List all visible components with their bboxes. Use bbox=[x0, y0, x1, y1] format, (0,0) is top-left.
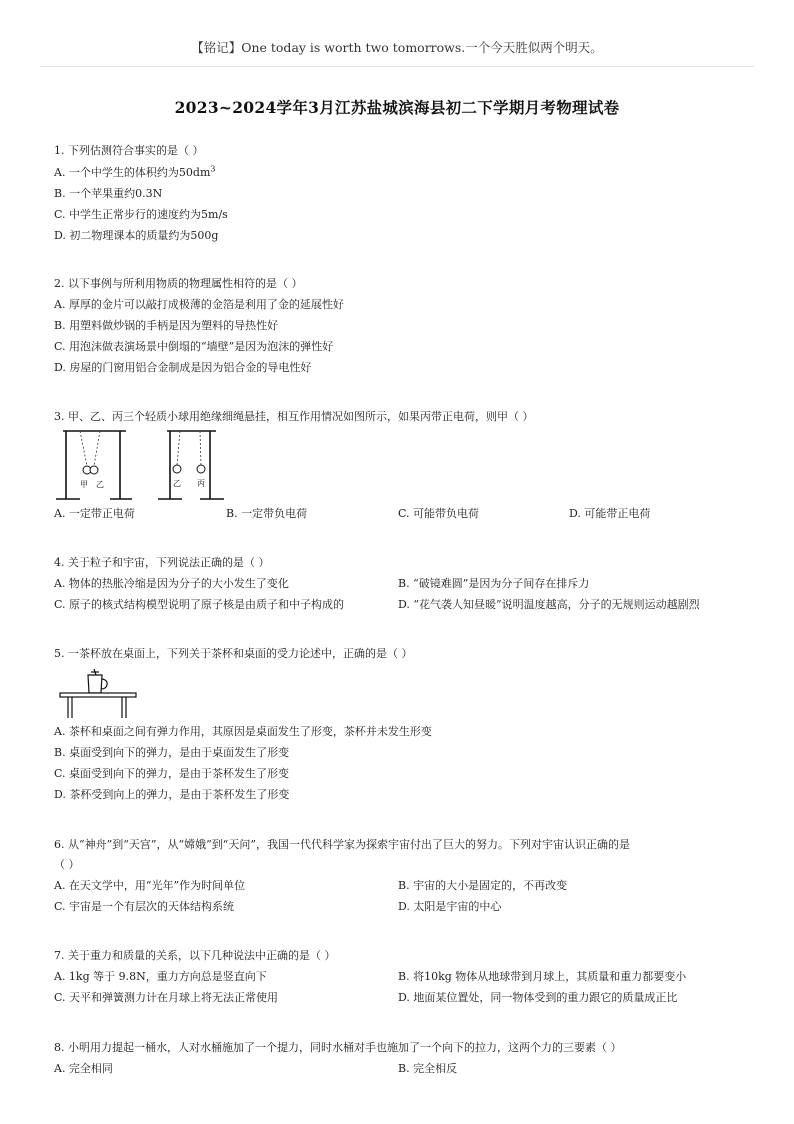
q8-stem: 8. 小明用力提起一桶水，人对水桶施加了一个提力，同时水桶对手也施加了一个向下的拉力，这两个力的三要素（ ） bbox=[54, 1041, 622, 1054]
q5-option-b: B. 桌面受到向下的弹力，是由于桌面发生了形变 bbox=[54, 746, 290, 759]
q1-option-d: D. 初二物理课本的质量约为500g bbox=[54, 229, 219, 242]
header-divider bbox=[40, 66, 754, 67]
q3-label-bing: 丙 bbox=[197, 479, 205, 488]
q3-ball-right-1 bbox=[173, 465, 181, 473]
q2-option-d: D. 房屋的门窗用铝合金制成是因为铝合金的导电性好 bbox=[54, 361, 312, 374]
q4-stem: 4. 关于粒子和宇宙，下列说法正确的是（ ） bbox=[54, 556, 270, 569]
q3-ball-right-2 bbox=[197, 465, 205, 473]
q6-stem: 6. 从“神舟”到“天宫”，从“嫦娥”到“天问”，我国一代代科学家为探索宇宙付出了巨大的努力。下列对宇宙认识正确的是 bbox=[54, 838, 630, 851]
q3-ball-left-2 bbox=[90, 466, 98, 474]
q1-stem: 1. 下列估测符合事实的是（ ） bbox=[54, 144, 204, 157]
q4-option-d: D. “花气袭人知昼暖”说明温度越高，分子的无规则运动越剧烈 bbox=[398, 598, 700, 611]
q6-stem-continued: （ ） bbox=[54, 858, 80, 871]
q3-label-yi-left: 乙 bbox=[96, 480, 104, 489]
q7-stem: 7. 关于重力和质量的关系，以下几种说法中正确的是（ ） bbox=[54, 949, 336, 962]
q7-option-b: B. 将10kg 物体从地球带到月球上，其质量和重力都要变小 bbox=[398, 970, 687, 983]
q8-option-b: B. 完全相反 bbox=[398, 1062, 458, 1075]
q6-option-c: C. 宇宙是一个有层次的天体结构系统 bbox=[54, 900, 235, 913]
q5-stem: 5. 一茶杯放在桌面上，下列关于茶杯和桌面的受力论述中，正确的是（ ） bbox=[54, 647, 413, 660]
q4-option-b: B. “破镜难圆”是因为分子间存在排斥力 bbox=[398, 577, 590, 590]
q7-option-c: C. 天平和弹簧测力计在月球上将无法正常使用 bbox=[54, 991, 279, 1004]
q2-option-b: B. 用塑料做炒锅的手柄是因为塑料的导热性好 bbox=[54, 319, 279, 332]
q3-option-d: D. 可能带正电荷 bbox=[569, 507, 651, 520]
q6-option-a: A. 在天文学中，用“光年”作为时间单位 bbox=[54, 879, 246, 892]
q1-option-c: C. 中学生正常步行的速度约为5m/s bbox=[54, 208, 228, 221]
q6-option-b: B. 宇宙的大小是固定的，不再改变 bbox=[398, 879, 568, 892]
q4-option-c: C. 原子的核式结构模型说明了原子核是由质子和中子构成的 bbox=[54, 598, 345, 611]
q4-option-a: A. 物体的热胀冷缩是因为分子的大小发生了变化 bbox=[54, 577, 289, 590]
q7-option-d: D. 地面某位置处，同一物体受到的重力跟它的质量成正比 bbox=[398, 991, 678, 1004]
q3-option-c: C. 可能带负电荷 bbox=[398, 507, 480, 520]
q5-cup bbox=[88, 675, 102, 693]
q1-option-a-sup: 3 bbox=[210, 164, 216, 174]
q2-option-c: C. 用泡沫做表演场景中倒塌的“墙壁”是因为泡沫的弹性好 bbox=[54, 340, 334, 353]
q1-option-a bbox=[54, 166, 216, 180]
q7-option-a: A. 1kg 等于 9.8N，重力方向总是竖直向下 bbox=[54, 970, 267, 983]
q3-label-yi-right: 乙 bbox=[173, 479, 181, 488]
q5-option-d: D. 茶杯受到向上的弹力，是由于茶杯发生了形变 bbox=[54, 788, 290, 801]
q8-option-a: A. 完全相同 bbox=[54, 1062, 113, 1075]
q6-option-d: D. 太阳是宇宙的中心 bbox=[398, 900, 502, 913]
page-motto: 【铭记】One today is worth two tomorrows.一个今天胜似两个明天。 bbox=[191, 40, 603, 55]
q3-option-a: A. 一定带正电荷 bbox=[54, 507, 135, 520]
q3-stem: 3. 甲、乙、丙三个轻质小球用绝缘细绳悬挂，相互作用情况如图所示，如果丙带正电荷，则甲（ ） bbox=[54, 410, 534, 423]
q5-cup-on-table-figure bbox=[58, 664, 140, 720]
q1-option-a-text: A. 一个中学生的体积约为50dm bbox=[54, 166, 211, 179]
exam-title: 2023~2024学年3月江苏盐城滨海县初二下学期月考物理试卷 bbox=[174, 98, 620, 117]
q3-label-jia: 甲 bbox=[80, 480, 88, 489]
q3-hanging-balls-figure bbox=[52, 427, 242, 505]
q2-option-a: A. 厚厚的金片可以敲打成极薄的金箔是利用了金的延展性好 bbox=[54, 298, 344, 311]
q3-option-b: B. 一定带负电荷 bbox=[226, 507, 308, 520]
q1-option-b: B. 一个苹果重约0.3N bbox=[54, 187, 163, 200]
q5-option-c: C. 桌面受到向下的弹力，是由于茶杯发生了形变 bbox=[54, 767, 290, 780]
q5-table-top bbox=[60, 693, 136, 697]
q2-stem: 2. 以下事例与所利用物质的物理属性相符的是（ ） bbox=[54, 277, 303, 290]
q5-option-a: A. 茶杯和桌面之间有弹力作用，其原因是桌面发生了形变，茶杯并未发生形变 bbox=[54, 725, 432, 738]
